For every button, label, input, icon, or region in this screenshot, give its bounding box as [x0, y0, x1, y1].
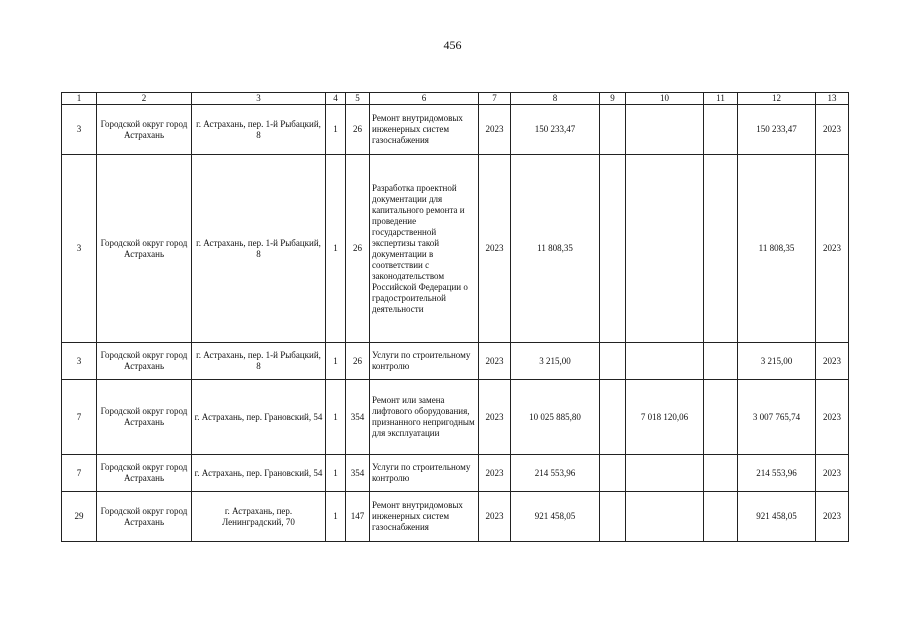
column-number: 12 — [738, 93, 816, 105]
municipality-cell: Городской округ город Астрахань — [97, 380, 192, 455]
page-number: 456 — [443, 38, 462, 52]
col12-cell: 214 553,96 — [738, 455, 816, 492]
col5-cell: 26 — [346, 155, 370, 343]
column-number: 1 — [62, 93, 97, 105]
municipality-cell: Городской округ город Астрахань — [97, 105, 192, 155]
column-number: 5 — [346, 93, 370, 105]
column-number: 8 — [511, 93, 600, 105]
table-row — [62, 455, 849, 492]
col11-cell — [704, 155, 738, 343]
total-cost-cell: 10 025 885,80 — [511, 380, 600, 455]
municipality-cell: Городской округ город Астрахань — [97, 343, 192, 380]
col10-cell — [626, 155, 704, 343]
col9-cell — [600, 380, 626, 455]
house-number-cell: 3 — [62, 155, 97, 343]
col13-cell: 2023 — [816, 492, 849, 542]
col9-cell — [600, 492, 626, 542]
house-number-cell: 3 — [62, 105, 97, 155]
municipality-cell: Городской округ город Астрахань — [97, 455, 192, 492]
column-number: 6 — [370, 93, 479, 105]
col13-cell: 2023 — [816, 343, 849, 380]
col5-cell: 354 — [346, 380, 370, 455]
table-row — [62, 492, 849, 542]
col10-cell: 7 018 120,06 — [626, 380, 704, 455]
column-number: 9 — [600, 93, 626, 105]
municipality-cell: Городской округ город Астрахань — [97, 155, 192, 343]
year-cell: 2023 — [479, 492, 511, 542]
col13-cell: 2023 — [816, 105, 849, 155]
work-type-cell: Ремонт внутридомовых инженерных систем газоснабжения — [370, 105, 479, 155]
house-number-cell: 7 — [62, 380, 97, 455]
column-number-row — [62, 93, 849, 105]
col12-cell: 3 007 765,74 — [738, 380, 816, 455]
total-cost-cell: 150 233,47 — [511, 105, 600, 155]
col9-cell — [600, 155, 626, 343]
column-number: 11 — [704, 93, 738, 105]
work-type-cell: Ремонт внутридомовых инженерных систем газоснабжения — [370, 492, 479, 542]
address-cell: г. Астрахань, пер. 1-й Рыбацкий, 8 — [192, 155, 326, 343]
address-cell: г. Астрахань, пер. Грановский, 54 — [192, 380, 326, 455]
column-number: 13 — [816, 93, 849, 105]
year-cell: 2023 — [479, 380, 511, 455]
work-type-cell: Ремонт или замена лифтового оборудования, признанного непригодным для эксплуатации — [370, 380, 479, 455]
col9-cell — [600, 343, 626, 380]
col5-cell: 26 — [346, 105, 370, 155]
col5-cell: 147 — [346, 492, 370, 542]
total-cost-cell: 3 215,00 — [511, 343, 600, 380]
total-cost-cell: 921 458,05 — [511, 492, 600, 542]
repair-program-table — [61, 92, 849, 542]
col11-cell — [704, 380, 738, 455]
col13-cell: 2023 — [816, 455, 849, 492]
municipality-cell: Городской округ город Астрахань — [97, 492, 192, 542]
col12-cell: 150 233,47 — [738, 105, 816, 155]
total-cost-cell: 11 808,35 — [511, 155, 600, 343]
col5-cell: 354 — [346, 455, 370, 492]
address-cell: г. Астрахань, пер. Грановский, 54 — [192, 455, 326, 492]
address-cell: г. Астрахань, пер. Ленинградский, 70 — [192, 492, 326, 542]
col11-cell — [704, 455, 738, 492]
col10-cell — [626, 343, 704, 380]
col11-cell — [704, 492, 738, 542]
year-cell: 2023 — [479, 155, 511, 343]
year-cell: 2023 — [479, 343, 511, 380]
year-cell: 2023 — [479, 455, 511, 492]
col10-cell — [626, 455, 704, 492]
table-row — [62, 155, 849, 343]
col5-cell: 26 — [346, 343, 370, 380]
house-number-cell: 3 — [62, 343, 97, 380]
col11-cell — [704, 343, 738, 380]
table-row — [62, 343, 849, 380]
column-number: 10 — [626, 93, 704, 105]
table-row — [62, 105, 849, 155]
column-number: 2 — [97, 93, 192, 105]
col4-cell: 1 — [326, 455, 346, 492]
table-row — [62, 380, 849, 455]
col4-cell: 1 — [326, 105, 346, 155]
work-type-cell: Услуги по строительному контролю — [370, 455, 479, 492]
total-cost-cell: 214 553,96 — [511, 455, 600, 492]
col10-cell — [626, 105, 704, 155]
col4-cell: 1 — [326, 492, 346, 542]
col11-cell — [704, 105, 738, 155]
col10-cell — [626, 492, 704, 542]
col4-cell: 1 — [326, 155, 346, 343]
col13-cell: 2023 — [816, 155, 849, 343]
col4-cell: 1 — [326, 343, 346, 380]
col12-cell: 11 808,35 — [738, 155, 816, 343]
column-number: 4 — [326, 93, 346, 105]
house-number-cell: 7 — [62, 455, 97, 492]
work-type-cell: Услуги по строительному контролю — [370, 343, 479, 380]
col9-cell — [600, 455, 626, 492]
column-number: 7 — [479, 93, 511, 105]
col12-cell: 3 215,00 — [738, 343, 816, 380]
work-type-cell: Разработка проектной документации для капитального ремонта и проведение государственной экспертизы такой документации в соответствии с законодательством Российской Федерации о градостроительной деятельности — [370, 155, 479, 343]
col12-cell: 921 458,05 — [738, 492, 816, 542]
col9-cell — [600, 105, 626, 155]
column-number: 3 — [192, 93, 326, 105]
col13-cell: 2023 — [816, 380, 849, 455]
address-cell: г. Астрахань, пер. 1-й Рыбацкий, 8 — [192, 343, 326, 380]
house-number-cell: 29 — [62, 492, 97, 542]
year-cell: 2023 — [479, 105, 511, 155]
address-cell: г. Астрахань, пер. 1-й Рыбацкий, 8 — [192, 105, 326, 155]
col4-cell: 1 — [326, 380, 346, 455]
